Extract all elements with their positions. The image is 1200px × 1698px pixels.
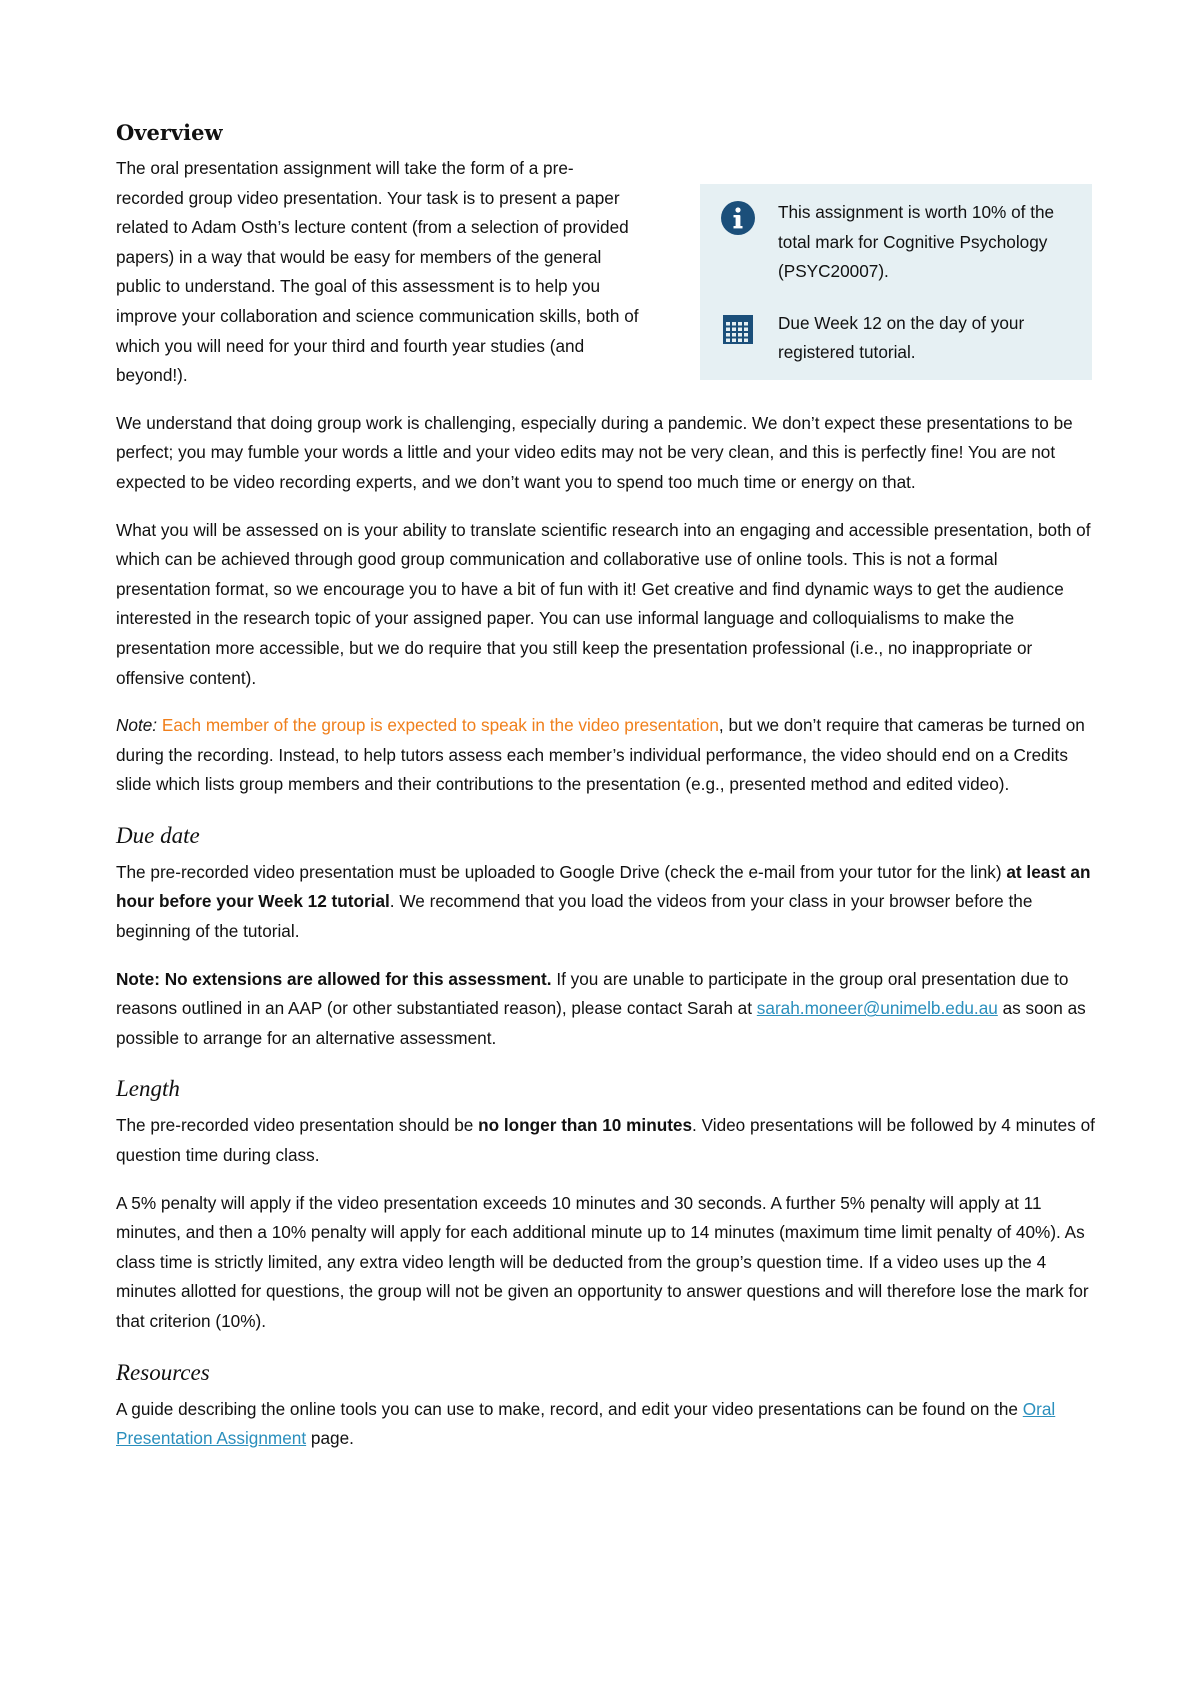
penalty-paragraph: A 5% penalty will apply if the video presentation exceeds 10 minutes and 30 seconds. A further 5% penalty will apply at 11 minutes, and then a 10% penalty will apply for each additional minute up to 14 minutes (maximum time limit penalty of 40%). As class time is strictly limited, any extra video length will be deducted from the group’s question time. If a video uses up the 4 minutes allotted for questions, the group will not be given an opportunity to answer questions and will therefore lose the mark for that criterion (10%). [116, 1192, 1089, 1331]
note-rest: , but we don’t require that cameras be turned on during the recording. Instead, to help tutors assess each member’s individual performance, the video should end on a Credits slide which lists group members and their contributions to the presentation (e.g., presented method and edited video). [116, 715, 1085, 795]
worth-info-item [720, 198, 1074, 287]
length-limit: no longer than 10 minutes [478, 1115, 693, 1136]
length-heading: Length [116, 1076, 180, 1102]
resources-text-start: A guide describing the online tools you can use to make, record, and edit your video presentations can be found on the [116, 1398, 1023, 1419]
note-label: Note: [116, 715, 158, 736]
assessed-paragraph: What you will be assessed on is your ability to translate scientific research into an engaging and accessible presentation, both of which can be achieved through good group communication and collaborative use of online tools. This is not a formal presentation format, so we encourage you to have a bit of fun with it! Get creative and find dynamic ways to get the audience interested in the research topic of your assigned paper. You can use informal language and colloquialisms to make the presentation more accessible, but we do require that you still keep the presentation professional (i.e., no inappropriate or offensive content). [116, 519, 1091, 688]
due-text: Due Week 12 on the day of your registered tutorial. [778, 312, 1025, 363]
info-icon [720, 200, 756, 236]
length-text-end: . Video presentations will be followed by 4 minutes of question time during class. [116, 1115, 1095, 1166]
due-date-deadline: at least an hour before your Week 12 tutorial [116, 861, 1091, 912]
extensions-text: If you are unable to participate in the group oral presentation due to reasons outlined in an AAP (or other substantiated reason), please contact Sarah at [116, 968, 1069, 1019]
due-date-heading: Due date [116, 822, 200, 848]
resources-text-end: page. [306, 1428, 354, 1449]
resources-paragraph [116, 1395, 1096, 1454]
due-date-paragraph [116, 858, 1096, 947]
info-box [700, 184, 1092, 380]
overview-heading: Overview [116, 120, 223, 145]
note-paragraph [116, 711, 1096, 800]
email-link[interactable]: sarah.moneer@unimelb.edu.au [756, 998, 998, 1019]
note-highlight: Each member of the group is expected to speak in the video presentation [161, 715, 719, 736]
document-page [116, 120, 1096, 1454]
intro-paragraph: The oral presentation assignment will take the form of a pre-recorded group video presentation. Your task is to present a paper related to Adam Osth’s lecture content (from a selection of provided papers) in a way that would be easy for members of the general public to understand. The goal of this assessment is to help you improve your collaboration and science communication skills, both of which you will need for your third and fourth year studies (and beyond!). [116, 158, 639, 386]
due-date-text-start: The pre-recorded video presentation must be uploaded to Google Drive (check the e-mail from your tutor for the link) [116, 861, 1007, 882]
length-paragraph [116, 1111, 1096, 1170]
length-text-start: The pre-recorded video presentation should be [116, 1115, 479, 1136]
resources-heading: Resources [116, 1359, 210, 1385]
intro-row [116, 154, 1096, 391]
group-work-paragraph: We understand that doing group work is challenging, especially during a pandemic. We don’t expect these presentations to be perfect; you may fumble your words a little and your video edits may not be very clean, and this is perfectly fine! You are not expected to be video recording experts, and we don’t want you to spend too much time or energy on that. [116, 412, 1073, 492]
due-date-text-end: . We recommend that you load the videos from your class in your browser before the beginning of the tutorial. [116, 891, 1033, 942]
worth-text: This assignment is worth 10% of the total mark for Cognitive Psychology (PSYC20007). [778, 202, 1055, 282]
extensions-text-end: as soon as possible to arrange for an alternative assessment. [116, 998, 1086, 1048]
extensions-paragraph [116, 965, 1096, 1054]
oral-presentation-link[interactable]: Oral Presentation Assignment [116, 1398, 1056, 1449]
due-info-item [720, 309, 1074, 368]
calendar-icon [720, 311, 756, 347]
extensions-note: Note: No extensions are allowed for this assessment. [116, 968, 552, 989]
